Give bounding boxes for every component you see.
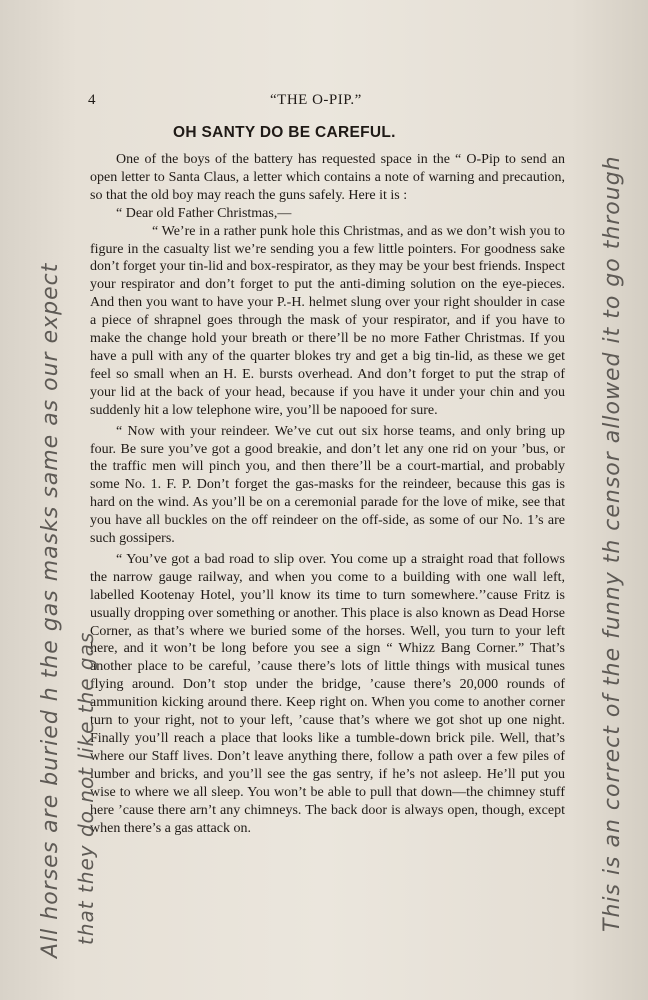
paragraph-intro: One of the boys of the battery has requested space in the “ O-Pip to send an open letter to Santa Claus, a letter which contains a note of warning and precaution, so that the old boy may reach the guns safely. Here it is : [90, 152, 565, 203]
handwritten-margin-note-left: All horses are buried h the gas masks same as our expect [38, 262, 63, 958]
article-title: OH SANTY DO BE CAREFUL. [173, 124, 396, 141]
paragraph-road: “ You’ve got a bad road to slip over. You come up a straight road that follows the narrow gauge railway, and when you come to a building with one wall left, labelled Kootenay Hotel, you’ll know its time to turn somewhere.’’cause Fritz is usually dropping over something or another. This place is also known as Dead Horse Corner, as that’s where we buried some of the horses. Well, you turn to your left here, and it won’t be long before you see a sign “ Whizz Bang Corner.” That’s another place to be careful, ’cause there’s lots of little things with musical tunes flying around. Don’t stop under the bridge, ’cause there’s 20,000 rounds of ammunition kicking around there. Keep right on. When you come to another corner turn to your right, not to your left, ’cause that’s where we got shot up one night. Finally you’ll reach a place that looks like a tumble-down brick pile. Well, that’s where our Staff lives. Don’t leave anything there, follow a path over a few piles of lumber and bricks, and you’ll see the gas sentry, if he’s not asleep. He’ll put you wise to where we all sleep. You won’t be able to pull that down—the chimney stuff here ’cause there arn’t any chimneys. The back door is always open, though, except when there’s a gas attack on. [90, 551, 565, 836]
paragraph-salutation: “ Dear old Father Christmas,— [116, 205, 292, 221]
paragraph-reindeer: “ Now with your reindeer. We’ve cut out six horse teams, and only bring up four. Be sure you’ve got a good breakie, and don’t let any one rid on your ’bus, or the traffic men will pinch you, and then there’ll be a court-martial, and probably some No. 1. F. P. Don’t forget the gas-masks for the reindeer, because this gas is hard on the wind. As you’ll be on a ceremonial parade for the love of mike, see that you have all buckles on the off reindeer on the off-side, as some of our No. 1’s are such gossipers. [90, 423, 565, 547]
page-header [88, 92, 568, 112]
handwritten-margin-note-left-2: that they do not like the gas [74, 631, 98, 945]
handwritten-margin-note-right: This is an correct of the funny th censor allowed it to go through [600, 155, 625, 932]
page-number: 4 [88, 92, 96, 108]
paragraph-pointers: “ We’re in a rather punk hole this Christmas, and as we don’t wish you to figure in the casualty list we’re sending you a few little pointers. For goodness sake don’t forget your tin-lid and box-respirator, as they may be your best friends. Inspect your respirator and don’t forget to put the anti-diming solution on the eye-pieces. And then you want to have your P.-H. helmet slung over your right shoulder in case a piece of shrapnel goes through the mask of your respirator, and if you have to make the change hold your breath or there’ll be no more Father Christmas. If you have a pull with any of the quarter blokes try and get a big tin-lid, as these we get feel so small when an H. E. bursts overhead. And don’t forget to put the strap of your lid at the back of your head, because if you have it under your chin and you suddenly hit a low telephone wire, you’ll be napooed for sure. [90, 223, 565, 418]
running-title: “THE O-PIP.” [270, 92, 362, 108]
article-body [90, 151, 565, 837]
